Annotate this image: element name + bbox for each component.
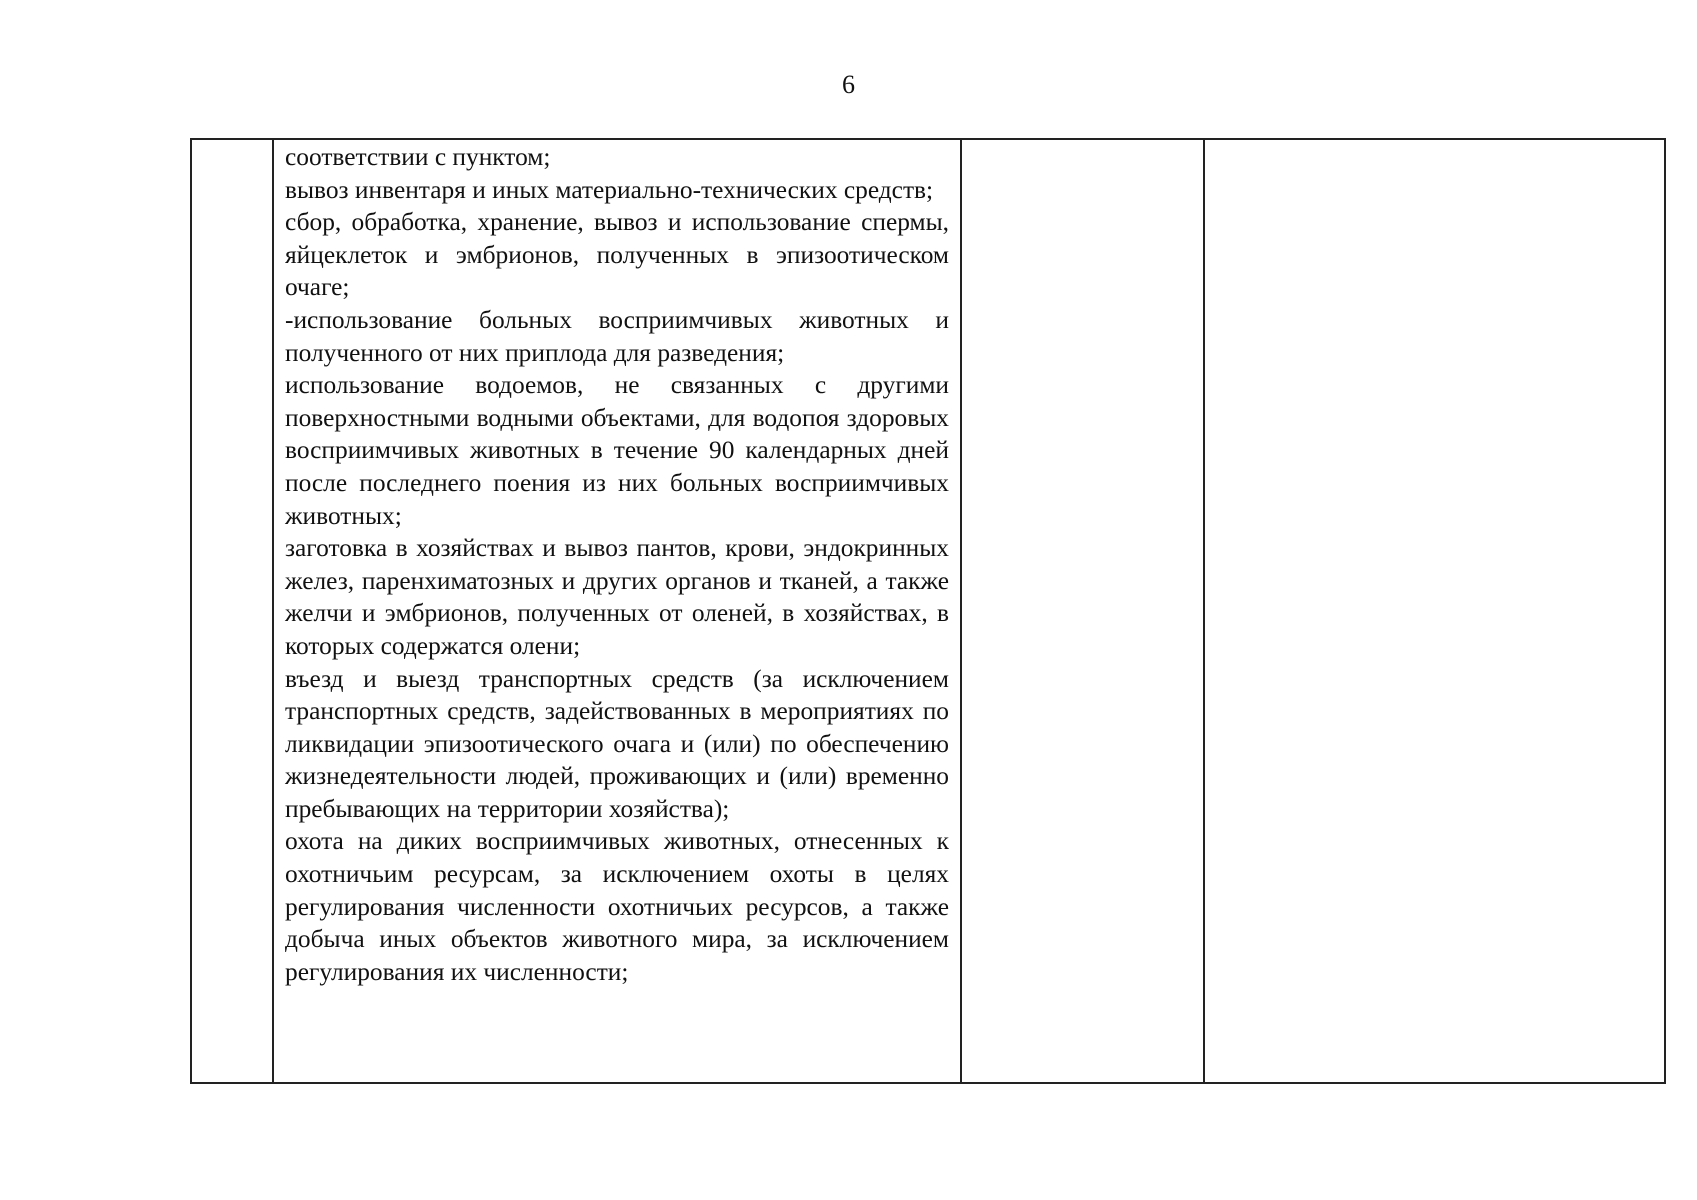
table-cell-measures bbox=[273, 139, 961, 1083]
measures-table bbox=[190, 138, 1666, 1084]
list-item: использование водоемов, не связанных с другими поверхностными водными объектами, для водопоя здоровых восприимчивых животных в течение 90 календарных дней после последнего поения из них больных восприимчивых животных; bbox=[285, 371, 949, 530]
table-row bbox=[191, 139, 1665, 1083]
list-item: охота на диких восприимчивых животных, отнесенных к охотничьим ресурсам, за исключением охоты в целях регулирования численности охотничьих ресурсов, а также добыча иных объектов животного мира, за исключением регулирования их численности; bbox=[285, 827, 949, 986]
measures-list bbox=[274, 140, 960, 988]
table-cell-col3 bbox=[961, 139, 1204, 1083]
list-item: въезд и выезд транспортных средств (за исключением транспортных средств, задействованных в мероприятиях по ликвидации эпизоотического очага и (или) по обеспечению жизнедеятельности людей, проживающих и (или) временно пребывающих на территории хозяйства); bbox=[285, 664, 949, 823]
list-item: сбор, обработка, хранение, вывоз и использование спермы, яйцеклеток и эмбрионов, полученных в эпизоотическом очаге; bbox=[285, 208, 949, 302]
list-item: -использование больных восприимчивых животных и полученного от них приплода для разведения; bbox=[285, 305, 949, 367]
table-cell-number bbox=[191, 139, 273, 1083]
list-item: заготовка в хозяйствах и вывоз пантов, крови, эндокринных желез, паренхиматозных и других органов и тканей, а также желчи и эмбрионов, полученных от оленей, в хозяйствах, в которых содержатся олени; bbox=[285, 534, 949, 660]
list-item: соответствии с пунктом; bbox=[285, 143, 551, 171]
list-item: вывоз инвентаря и иных материально-технических средств; bbox=[285, 175, 934, 204]
table-cell-col4 bbox=[1204, 139, 1665, 1083]
page-number: 6 bbox=[842, 70, 855, 99]
